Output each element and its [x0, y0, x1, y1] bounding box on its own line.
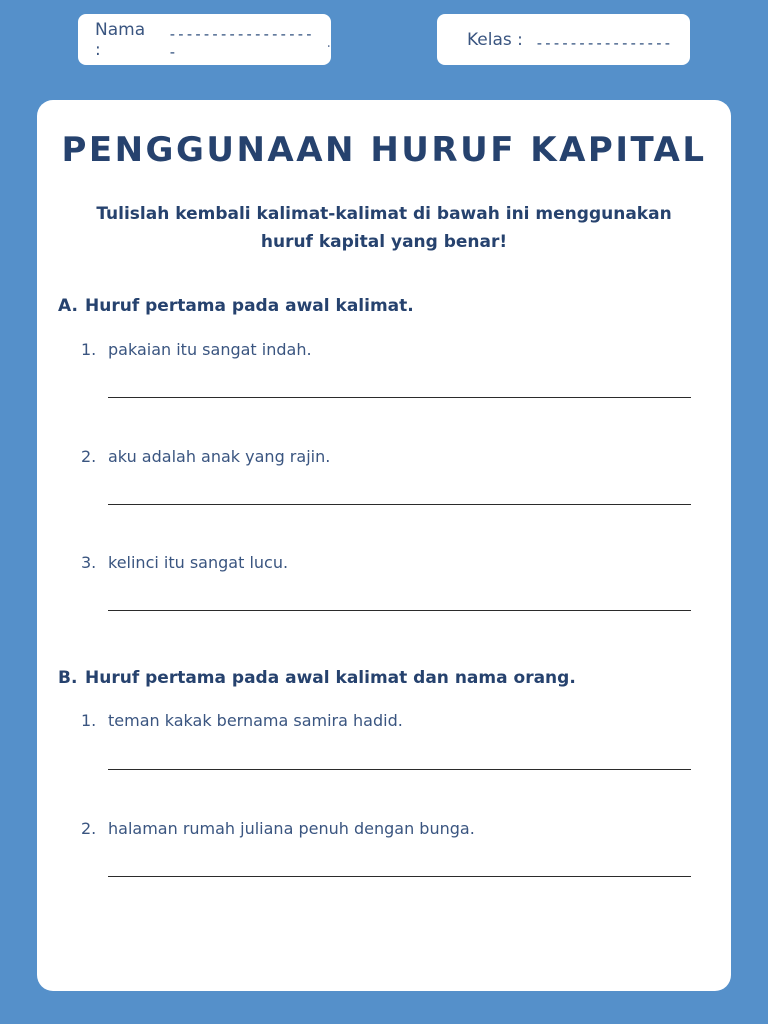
section-b-letter: B. — [58, 668, 78, 688]
name-field-label: Nama : — [95, 19, 146, 60]
class-field-blank[interactable]: ---------------- — [534, 33, 672, 52]
item-sentence: kelinci itu sangat lucu. — [108, 553, 289, 572]
class-field-box[interactable] — [437, 14, 690, 65]
worksheet-instruction: Tulislah kembali kalimat-kalimat di bawah ini menggunakan huruf kapital yang benar! — [96, 204, 672, 252]
answer-line[interactable] — [108, 504, 691, 505]
item-number: 2. — [81, 447, 97, 466]
worksheet-card — [37, 100, 731, 991]
item-sentence: aku adalah anak yang rajin. — [108, 447, 331, 466]
item-sentence: teman kakak bernama samira hadid. — [108, 711, 403, 730]
answer-line[interactable] — [108, 769, 691, 770]
item-number: 3. — [81, 553, 97, 572]
section-b-heading — [58, 668, 576, 688]
answer-line[interactable] — [108, 610, 691, 611]
section-a-heading — [58, 296, 414, 316]
section-a-letter: A. — [58, 296, 78, 316]
worksheet-title: PENGGUNAAN HURUF KAPITAL — [61, 130, 707, 170]
item-sentence: halaman rumah juliana penuh dengan bunga. — [108, 819, 475, 838]
answer-line[interactable] — [108, 876, 691, 877]
item-number: 1. — [81, 340, 97, 359]
name-field-blank[interactable]: ------------------ — [167, 24, 313, 61]
name-field-box[interactable] — [78, 14, 331, 65]
item-number: 1. — [81, 711, 97, 730]
answer-line[interactable] — [108, 397, 691, 398]
item-number: 2. — [81, 819, 97, 838]
name-field-trail: . — [326, 34, 331, 51]
section-b-title: Huruf pertama pada awal kalimat dan nama orang. — [85, 668, 576, 688]
section-a-title: Huruf pertama pada awal kalimat. — [85, 296, 414, 316]
class-field-label: Kelas : — [467, 29, 523, 50]
item-sentence: pakaian itu sangat indah. — [108, 340, 312, 359]
